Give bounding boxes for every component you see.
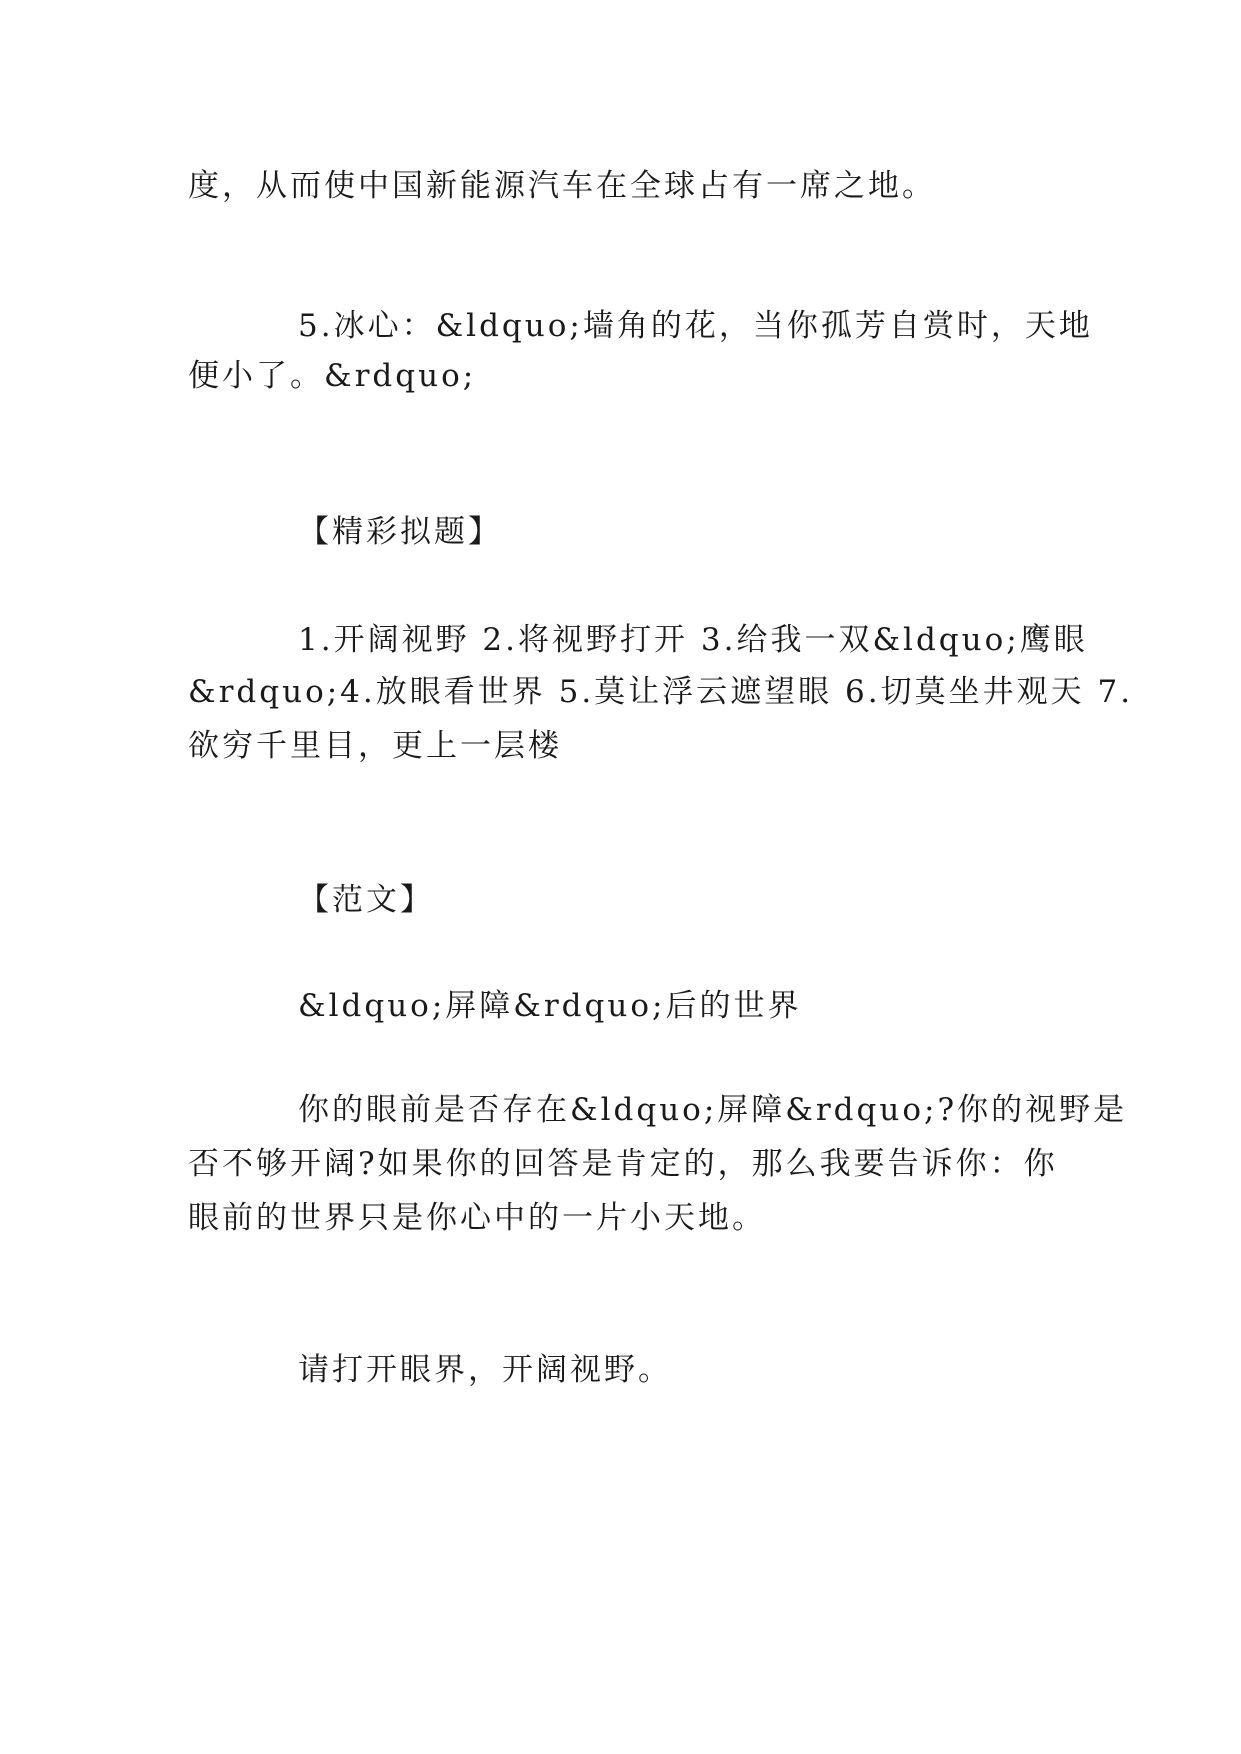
paragraph-line: 1.开阔视野 2.将视野打开 3.给我一双&ldquo;鹰眼 xyxy=(298,622,1088,658)
paragraph-line: 否不够开阔?如果你的回答是肯定的，那么我要告诉你：你 xyxy=(188,1146,1058,1182)
paragraph-line: 5.冰心：&ldquo;墙角的花，当你孤芳自赏时，天地 xyxy=(298,308,1093,344)
section-heading: 【精彩拟题】 xyxy=(298,514,502,550)
section-heading: 【范文】 xyxy=(298,882,434,918)
essay-title: &ldquo;屏障&rdquo;后的世界 xyxy=(298,988,802,1024)
paragraph-line: 度，从而使中国新能源汽车在全球占有一席之地。 xyxy=(188,168,936,204)
paragraph-line: 便小了。&rdquo; xyxy=(188,358,477,394)
paragraph-line: 欲穷千里目，更上一层楼 xyxy=(188,728,562,764)
paragraph-line: 你的眼前是否存在&ldquo;屏障&rdquo;?你的视野是 xyxy=(298,1092,1128,1128)
paragraph-line: &rdquo;4.放眼看世界 5.莫让浮云遮望眼 6.切莫坐井观天 7. xyxy=(188,674,1134,710)
paragraph-line: 眼前的世界只是你心中的一片小天地。 xyxy=(188,1200,766,1236)
paragraph-line: 请打开眼界，开阔视野。 xyxy=(298,1352,672,1388)
